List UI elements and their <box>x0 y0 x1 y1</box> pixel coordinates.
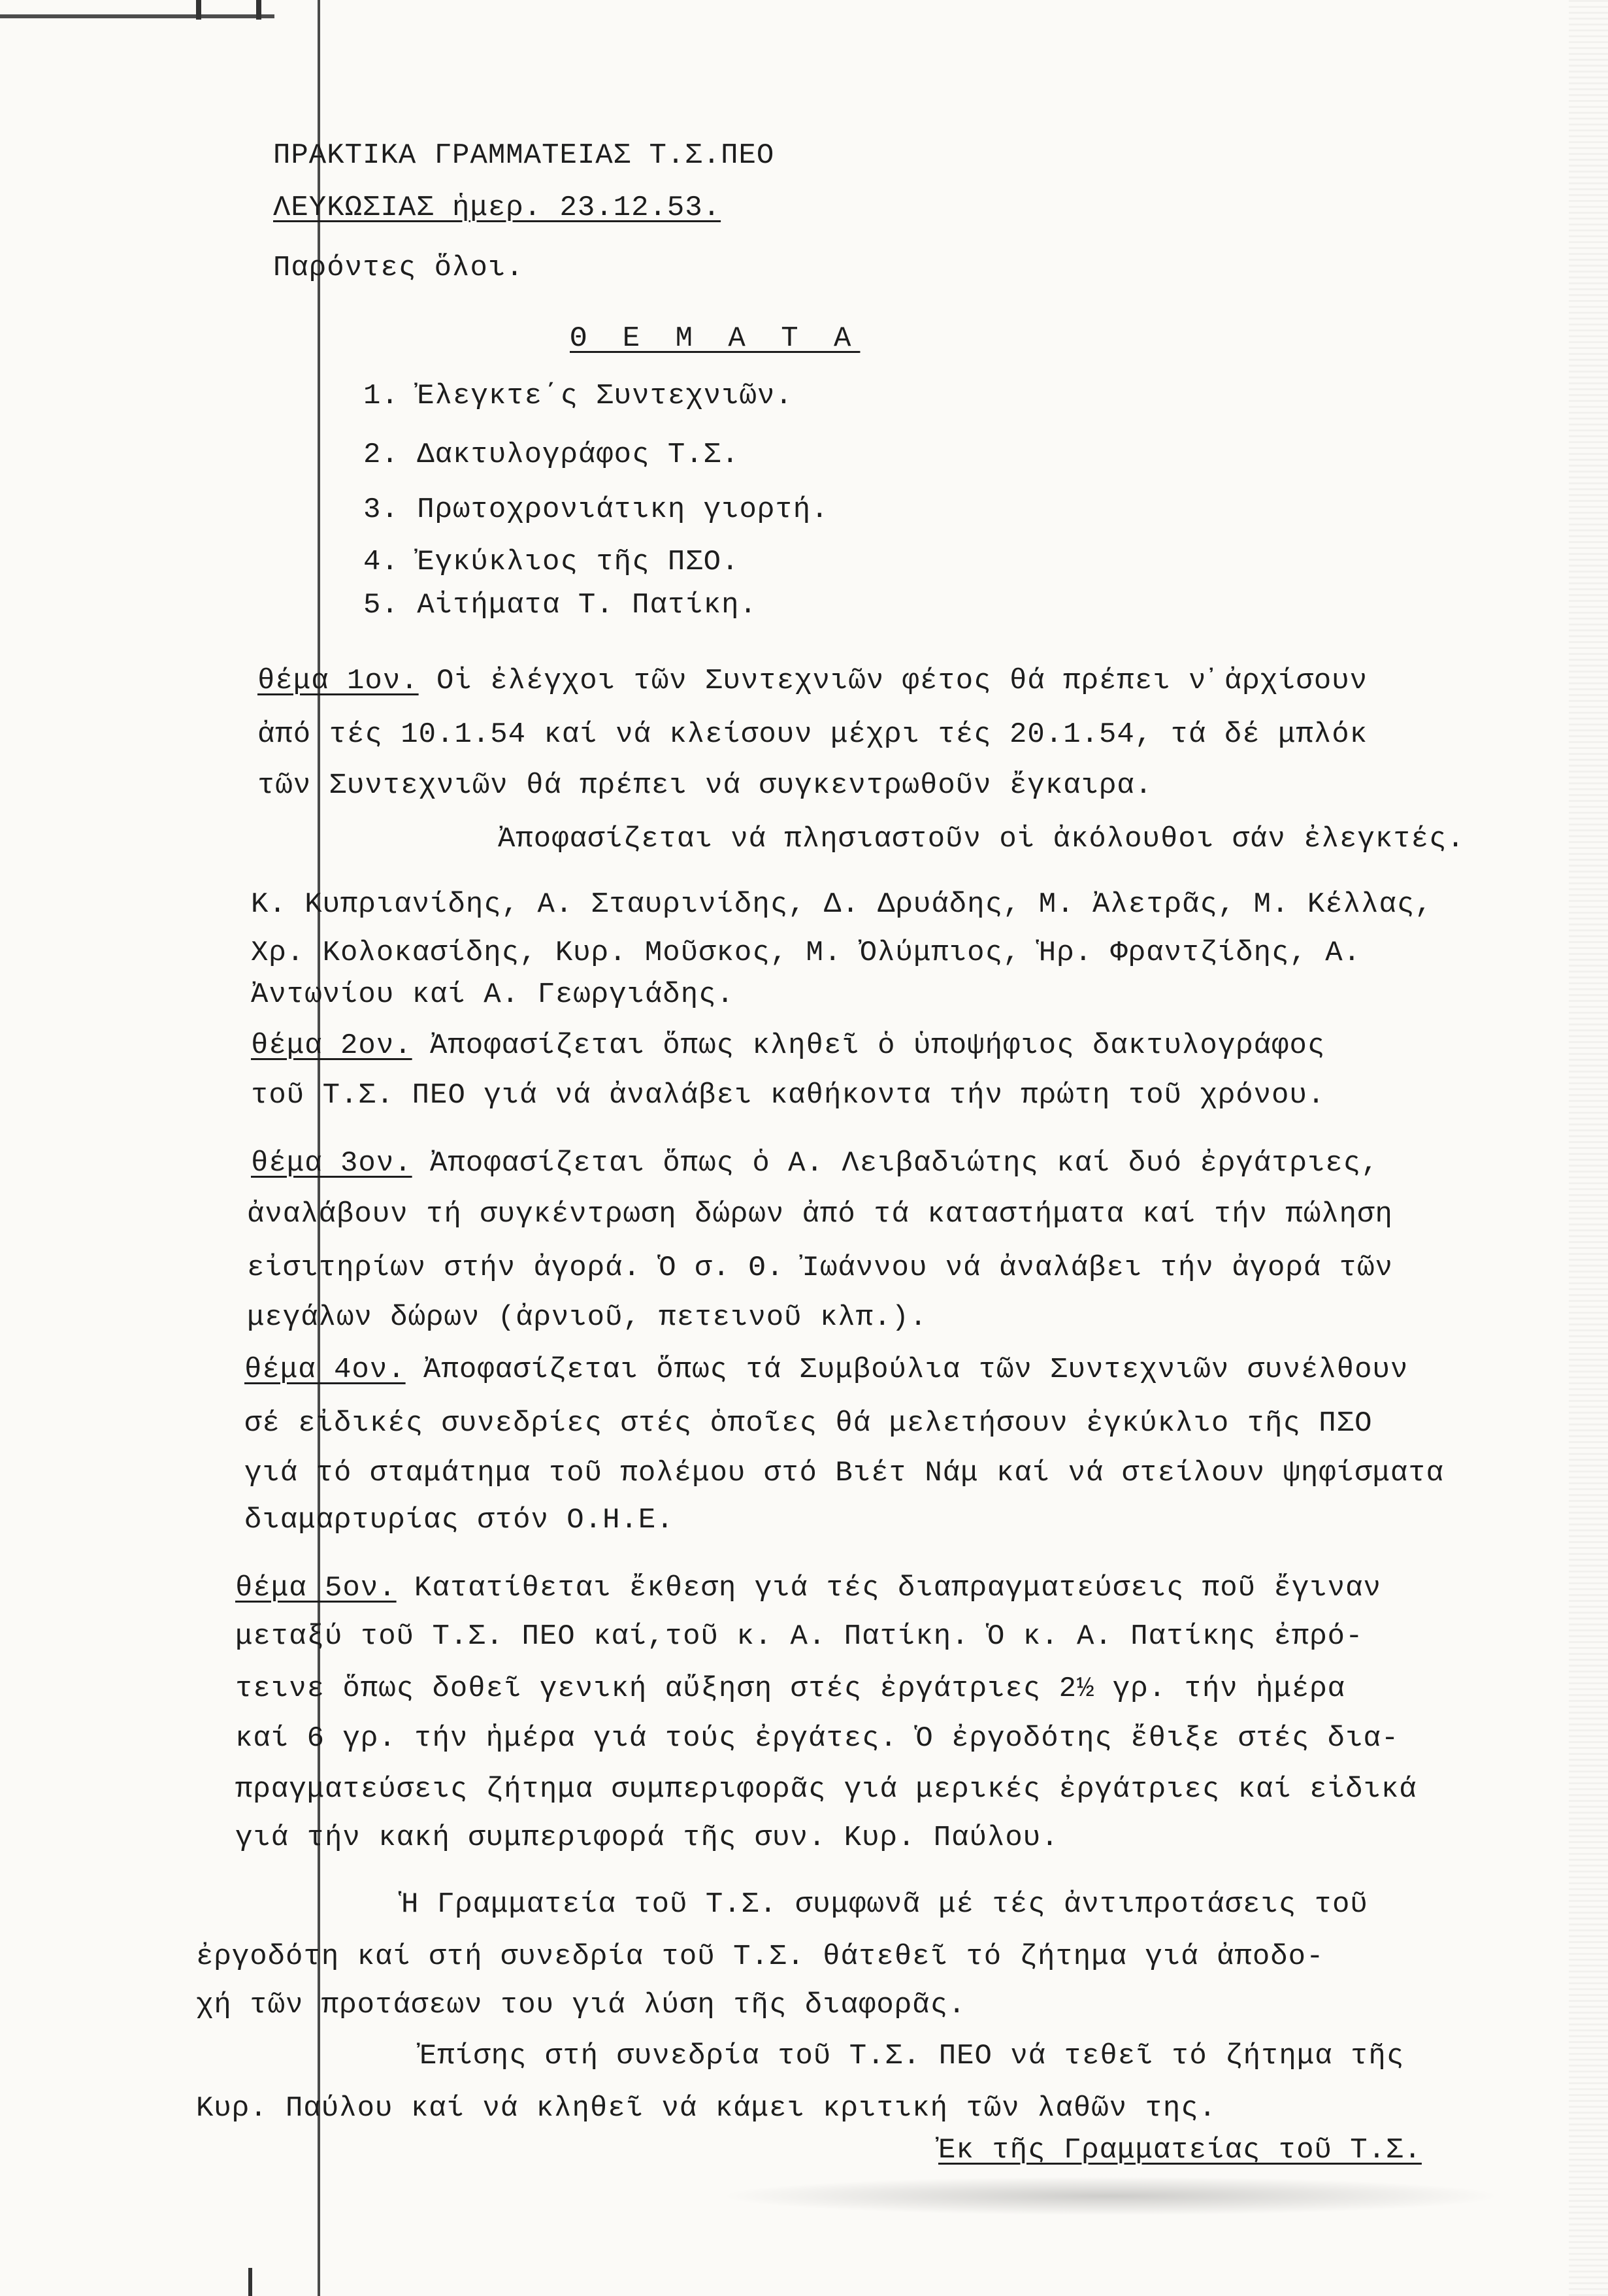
body-line: καί 6 γρ. τήν ἡμέρα γιά τούς ἐργάτες. Ὁ ἐργοδότης ἔθιξε στές δια- <box>235 1722 1400 1755</box>
attendance-note: Παρόντες ὅλοι. <box>273 252 524 284</box>
body-line: γιά τήν κακή συμπεριφορά τῆς συν. Κυρ. Παύλου. <box>235 1822 1059 1854</box>
topic-5-label: θέμα 5ον. <box>235 1572 397 1605</box>
body-line: Ἐπίσης στή συνεδρία τοῦ Τ.Σ. ΠΕΟ νά τεθεῖ τό ζήτημα τῆς <box>419 2040 1405 2072</box>
body-line: διαμαρτυρίας στόν Ο.Η.Ε. <box>244 1504 674 1537</box>
body-line: πραγματεύσεις ζήτημα συμπεριφορᾶς γιά μερικές ἐργάτριες καί εἰδικά <box>235 1773 1417 1806</box>
body-line: Κ. Κυπριανίδης, Α. Σταυρινίδης, Δ. Δρυάδης, Μ. Ἀλετρᾶς, Μ. Κέλλας, <box>251 888 1433 921</box>
scan-artifact <box>196 0 201 20</box>
document-title: ΠΡΑΚΤΙΚΑ ΓΡΑΜΜΑΤΕΙΑΣ Τ.Σ.ΠΕΟ <box>273 139 775 172</box>
topic-item: 1. Ἐλεγκτε΄ς Συντεχνιῶν. <box>363 380 793 412</box>
body-line: ἀναλάβουν τή συγκέντρωση δώρων ἀπό τά καταστήματα καί τήν πώληση <box>247 1198 1393 1231</box>
topic-item: 2. Δακτυλογράφος Τ.Σ. <box>363 439 740 471</box>
topic-2-paragraph: θέμα 2ον. Ἀποφασίζεται ὅπως κληθεῖ ὁ ὑποψήφιος δακτυλογράφος <box>251 1029 1326 1062</box>
topic-item: 4. Ἐγκύκλιος τῆς ΠΣΟ. <box>363 546 740 578</box>
topic-2-label: θέμα 2ον. <box>251 1029 412 1062</box>
topic-1-paragraph: θέμα 1ον. Οἱ ἐλέγχοι τῶν Συντεχνιῶν φέτος θά πρέπει ν᾽ἀρχίσουν <box>257 665 1368 697</box>
topic-5-paragraph: θέμα 5ον. Κατατίθεται ἔκθεση γιά τές διαπραγματεύσεις ποῦ ἔγιναν <box>235 1572 1381 1605</box>
body-line: ἀπό τές 10.1.54 καί νά κλείσουν μέχρι τές 20.1.54, τά δέ μπλόκ <box>257 718 1368 751</box>
topic-4-paragraph: θέμα 4ον. Ἀποφασίζεται ὅπως τά Συμβούλια τῶν Συντεχνιῶν συνέλθουν <box>244 1354 1409 1386</box>
body-line: Χρ. Κολοκασίδης, Κυρ. Μοῦσκος, Μ. Ὀλύμπιος, Ἡρ. Φραντζίδης, Α. <box>251 937 1362 969</box>
scan-artifact <box>248 2268 252 2296</box>
scan-smudge <box>719 2176 1503 2216</box>
body-line: χή τῶν προτάσεων του γιά λύση τῆς διαφορᾶς. <box>196 1989 966 2021</box>
topic-item: 5. Αἰτήματα Τ. Πατίκη. <box>363 589 757 622</box>
body-line: γιά τό σταμάτημα τοῦ πολέμου στό Βιέτ Νάμ καί νά στείλουν ψηφίσματα <box>244 1457 1445 1489</box>
topics-heading: Θ Ε Μ Α Τ Α <box>570 322 861 355</box>
scan-artifact <box>0 14 274 18</box>
body-line: τῶν Συντεχνιῶν θά πρέπει νά συγκεντρωθοῦν ἔγκαιρα. <box>257 769 1153 802</box>
body-line: σέ εἰδικές συνεδρίες στές ὁποῖες θά μελετήσουν ἐγκύκλιο τῆς ΠΣΟ <box>244 1407 1373 1440</box>
body-line: ἐργοδότη καί στή συνεδρία τοῦ Τ.Σ. θάτεθεῖ τό ζήτημα γιά ἀποδο- <box>196 1940 1324 1973</box>
document-subtitle-date: ΛΕΥΚΩΣΙΑΣ ἡμερ. 23.12.53. <box>273 191 721 224</box>
topic-4-label: θέμα 4ον. <box>244 1354 406 1386</box>
topic-item: 3. Πρωτοχρονιάτικη γιορτή. <box>363 493 829 526</box>
scan-noise <box>1569 0 1608 2296</box>
body-line: Κυρ. Παύλου καί νά κληθεῖ νά κάμει κριτική τῶν λαθῶν της. <box>196 2092 1217 2125</box>
body-line: μεγάλων δώρων (ἀρνιοῦ, πετεινοῦ κλπ.). <box>247 1301 928 1334</box>
topic-3-label: θέμα 3ον. <box>251 1147 412 1180</box>
body-line: Ἀντωνίου καί Α. Γεωργιάδης. <box>251 978 734 1011</box>
body-line: μεταξύ τοῦ Τ.Σ. ΠΕΟ καί,τοῦ κ. Α. Πατίκη. Ὁ κ. Α. Πατίκης ἐπρό- <box>235 1620 1364 1653</box>
topic-3-paragraph: θέμα 3ον. Ἀποφασίζεται ὅπως ὁ Α. Λειβαδιώτης καί δυό ἐργάτριες, <box>251 1147 1379 1180</box>
body-line: Ἡ Γραμματεία τοῦ Τ.Σ. συμφωνᾶ μέ τές ἀντιπροτάσεις τοῦ <box>401 1888 1368 1921</box>
body-line: εἰσιτηρίων στήν ἀγορά. Ὁ σ. Θ. Ἰωάννου νά ἀναλάβει τήν ἀγορά τῶν <box>247 1252 1393 1284</box>
body-line: τεινε ὅπως δοθεῖ γενική αὔξηση στές ἐργάτριες 2½ γρ. τήν ἡμέρα <box>235 1672 1346 1705</box>
scan-artifact <box>256 0 261 20</box>
body-line: τοῦ Τ.Σ. ΠΕΟ γιά νά ἀναλάβει καθήκοντα τήν πρώτη τοῦ χρόνου. <box>251 1079 1326 1112</box>
topic-1-label: θέμα 1ον. <box>257 665 419 697</box>
body-line: Ἀποφασίζεται νά πλησιαστοῦν οἱ ἀκόλουθοι σάν ἐλεγκτές. <box>498 823 1465 856</box>
signature-line: Ἐκ τῆς Γραμματείας τοῦ Τ.Σ. <box>938 2134 1422 2167</box>
